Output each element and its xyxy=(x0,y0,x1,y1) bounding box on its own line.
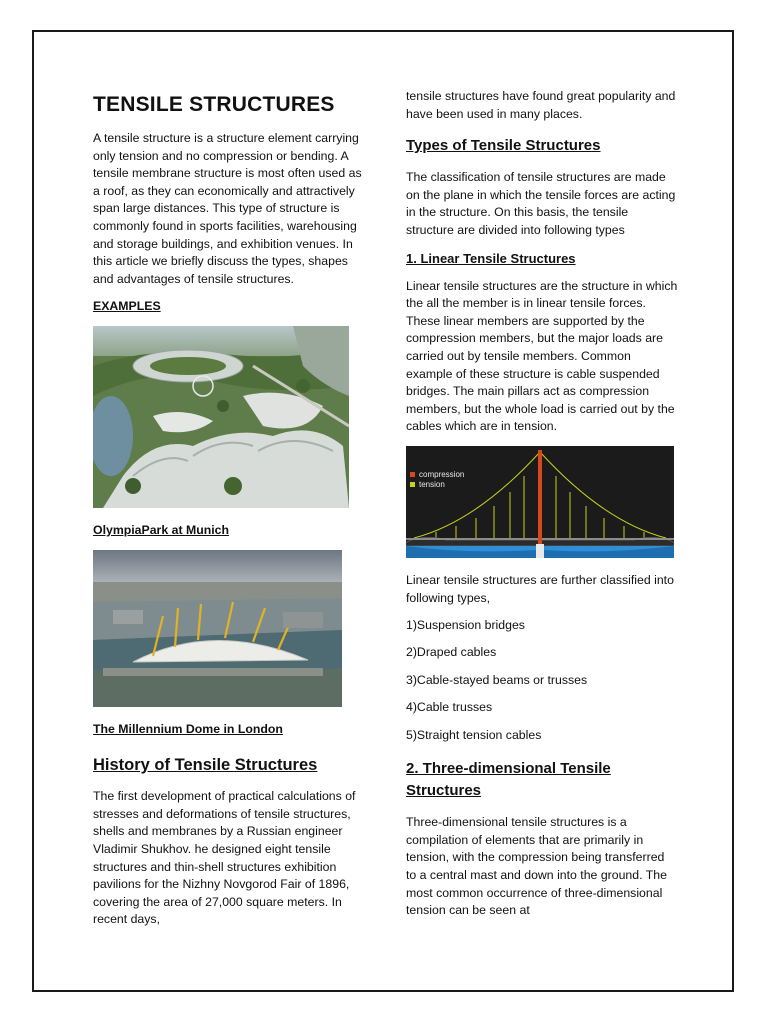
compression-pylon xyxy=(538,450,542,558)
types-heading: Types of Tensile Structures xyxy=(406,137,601,155)
photo2-caption: The Millennium Dome in London xyxy=(93,721,283,736)
history-continued: tensile structures have found great popularity and have been used in many places. xyxy=(406,89,676,121)
document-title: TENSILE STRUCTURES xyxy=(93,93,335,116)
linear-type-item: 4)Cable trusses xyxy=(406,700,493,715)
linear-type-item: 5)Straight tension cables xyxy=(406,727,542,742)
photo1-caption: OlympiaPark at Munich xyxy=(93,522,229,537)
types-paragraph: The classification of tensile structures are made on the plane in which the tensile forces are acting in the structure. On this basis, the tensile structure are divided into following types xyxy=(406,170,676,237)
olympiapark-photo xyxy=(93,326,349,508)
legend-compression-swatch xyxy=(410,472,415,477)
three-d-heading: 2. Three-dimensional Tensile Structures xyxy=(406,760,611,800)
right-column xyxy=(406,88,678,930)
linear-type-item: 1)Suspension bridges xyxy=(406,618,525,633)
millennium-dome-photo xyxy=(93,550,342,707)
linear-further: Linear tensile structures are further classified into following types, xyxy=(406,572,674,605)
bridge-diagram xyxy=(406,446,674,558)
linear-paragraph: Linear tensile structures are the structure in which the all the member is in linear tensile forces. These linear members are supported by the compression members, but the major loads are carried out by tensile members. Common example of these structure is cable suspended bridges. The main pillars act as compression members, but the whole load is carried out by the cables which are in tension. xyxy=(406,278,678,434)
linear-heading: 1. Linear Tensile Structures xyxy=(406,250,576,266)
legend-tension-swatch xyxy=(410,482,415,487)
left-column xyxy=(93,88,363,939)
three-d-paragraph: Three-dimensional tensile structures is a compilation of elements that are primarily in tension, with the compression being transferred to a central mast and down into the ground. The most common occurrence of three-dimensional tension can be seen at xyxy=(406,815,667,918)
legend-tension: tension xyxy=(419,479,445,489)
examples-label: EXAMPLES xyxy=(93,299,161,314)
legend-compression: compression xyxy=(419,469,465,479)
linear-type-item: 3)Cable-stayed beams or trusses xyxy=(406,672,588,687)
intro-paragraph: A tensile structure is a structure element carrying only tension and no compression or bending. A tensile membrane structure is most often used as a roof, as they can economically and attractively span large distances. This type of structure is commonly found in sports facilities, warehousing and storage buildings, and exhibition venues. In this article we briefly discuss the types, shapes and advantages of tensile structures. xyxy=(93,131,362,286)
history-heading: History of Tensile Structures xyxy=(93,756,318,775)
history-paragraph: The first development of practical calculations of stresses and deformations of tensile structures, shells and membranes by a Russian engineer Vladimir Shukhov. he designed eight tensile structures and thin-shell structures exhibition pavilions for the Nizhny Novgorod Fair of 1896, covering the area of 27,000 square meters. In recent days, xyxy=(93,789,356,927)
linear-type-item: 2)Draped cables xyxy=(406,645,497,660)
